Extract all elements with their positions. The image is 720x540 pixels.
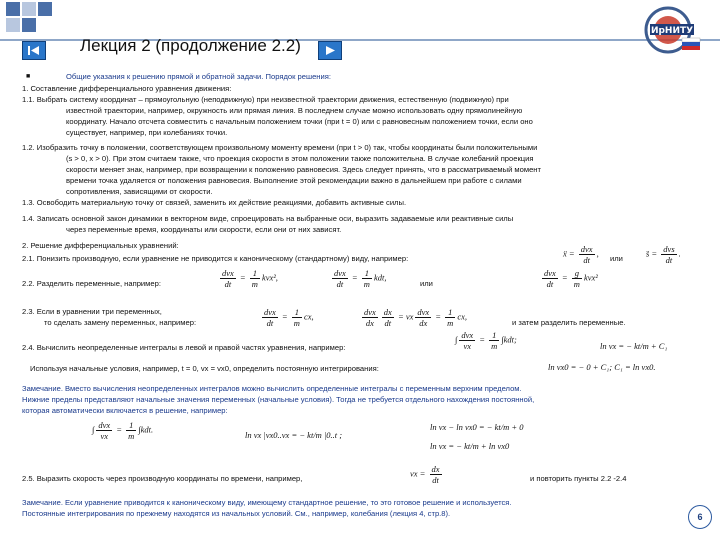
item-1-4-line: 1.4. Записать основной закон динамики в векторном виде, спроецировать на выбранные оси, выразить задаваемые или реактивные силы — [22, 214, 514, 223]
skip-back-icon — [23, 42, 45, 59]
note-2-line: Замечание. Если уравнение приводится к каноническому виду, имеющему стандартное решение, то это готовое решение и используется. — [22, 498, 512, 507]
item-1-1-line: существует, например, при колебаниях точки. — [66, 128, 228, 137]
item-2-4: 2.4. Вычислить неопределенные интегралы в левой и правой частях уравнения, например: — [22, 343, 346, 352]
formula-2-1b: s̈ = dvs dt . — [646, 244, 681, 265]
note-2-line: Постоянные интегрирования по прежнему находятся из начальных условий. См., например, колебания (лекция 4, стр.8). — [22, 509, 451, 518]
item-2-5: 2.5. Выразить скорость через производную координаты по времени, например, — [22, 474, 303, 483]
intro-text: Общие указания к решению прямой и обратной задачи. Порядок решения: — [66, 72, 331, 81]
item-2-3-line: 2.3. Если в уравнении три переменных, — [22, 307, 162, 316]
item-1-1-line: координату. Начало отсчета совместить с начальным положением точки (при t = 0) или с равновесным положением точки, если оно — [66, 117, 533, 126]
formula-note-b: ln vx |vx0..vx = − kt/m |0..t ; — [245, 430, 343, 440]
formula-2-2b: dvx dt = $\frac{1}{m}$ kdt, — [334, 268, 387, 289]
university-logo — [638, 4, 708, 56]
formula-2-2a: dvx dt = $\frac{1}{m}$ kvx², — [222, 268, 278, 289]
item-1-2-line: сопротивления, зависящими от скорости. — [66, 187, 213, 196]
formula-2-2c: dvx dt = $\frac{g}{m}$ kvx² — [544, 268, 598, 289]
formula-2-5: vx = $\frac{dx}{dt}$ — [410, 464, 440, 485]
next-slide-button[interactable] — [318, 41, 342, 60]
formula-2-3a: dvx dt = $\frac{1}{m}$ cx, — [264, 307, 314, 328]
item-2-3-line: и затем разделить переменные. — [512, 318, 626, 327]
formula-2-3b: dvx dx $\frac{dx}{dt}$ = vx dvx dx = $\frac{1}{m}$ cx, — [364, 307, 467, 328]
decor-square — [22, 2, 36, 16]
formula-note-a: ∫ dvx vx = $\frac{1}{m}$ ∫kdt. — [92, 420, 154, 441]
formula-2-1a: ẍ = dvx dt , — [563, 244, 599, 265]
section-1-heading: 1. Составление дифференциального уравнения движения: — [22, 84, 232, 93]
item-2-1: 2.1. Понизить производную, если уравнение не приводится к каноническому (стандартному) виду, например: — [22, 254, 409, 263]
play-next-icon — [319, 42, 341, 59]
prev-slide-button[interactable] — [22, 41, 46, 60]
item-1-1-line: известной траектории, например, окружность или прямая линия. В последнем случае можно использовать одну прямолинейную — [66, 106, 523, 115]
formula-2-4c: ln vx0 = − 0 + C₁; C₁ = ln vx0. — [548, 362, 656, 372]
decor-square — [6, 2, 20, 16]
item-1-2-line: скорости меняет знак, например, при возвращении к положению равновесия. Здесь следует принять, что в рассматриваемый момент — [66, 165, 541, 174]
item-1-3: 1.3. Освободить материальную точку от связей, заменить их действие реакциями, добавить активные силы. — [22, 198, 407, 207]
item-1-2-line: времени точка удаляется от положения равновесия. Выполнение этой рекомендации важно в дальнейшем при работе с силами — [66, 176, 522, 185]
item-2-3-line: то сделать замену переменных, например: — [44, 318, 197, 327]
decor-square — [6, 18, 20, 32]
formula-note-d: ln vx = − kt/m + ln vx0 — [430, 441, 510, 451]
logo-lettering: ИрНИТУ — [650, 26, 694, 36]
initial-conditions-text: Используя начальные условия, например, t = 0, vx = vx0, определить постоянную интегрирования: — [30, 364, 379, 373]
formula-note-c: ln vx − ln vx0 = − kt/m + 0 — [430, 422, 524, 432]
note-1-line: Нижние пределы представляют начальные значения переменных (начальные условия). Тогда не требуется отдельного нахождения постоянной, — [22, 395, 535, 404]
or-label: или — [420, 279, 433, 288]
section-2-heading: 2. Решение дифференциальных уравнений: — [22, 241, 179, 250]
note-1-line: Замечание. Вместо вычисления неопределенных интегралов можно вычислить определенные интегралы с переменным верхним пределом. — [22, 384, 522, 393]
item-1-1-line: 1.1. Выбрать систему координат – прямоугольную (неподвижную) при неизвестной траектории движения, естественную (подвижную) при — [22, 95, 509, 104]
bullet-icon: ■ — [26, 73, 31, 80]
formula-2-4b: ln vx = − kt/m + C₁ — [600, 341, 668, 351]
item-2-2: 2.2. Разделить переменные, например: — [22, 279, 161, 288]
page-title: Лекция 2 (продолжение 2.2) — [80, 36, 301, 55]
item-1-2-line: (s > 0, x > 0). При этом считаем также, что проекция скорости в этом положении также положительна. В случае колебаний проекция — [66, 154, 534, 163]
note-1-line: которая автоматически включается в решение, например: — [22, 406, 228, 415]
item-2-5-end: и повторить пункты 2.2 -2.4 — [530, 474, 627, 483]
decor-square — [22, 18, 36, 32]
or-label: или — [610, 254, 623, 263]
page-number-badge: 6 — [688, 505, 712, 529]
item-1-2-line: 1.2. Изобразить точку в положении, соответствующем произвольному моменту времени (при t > 0) так, чтобы координаты были положительными — [22, 143, 538, 152]
formula-2-4a: ∫ dvx vx = $\frac{1}{m}$ ∫kdt; — [455, 330, 517, 351]
item-1-4-line: через переменные время, координаты или скорости, если они от них зависят. — [66, 225, 342, 234]
decor-square — [38, 2, 52, 16]
